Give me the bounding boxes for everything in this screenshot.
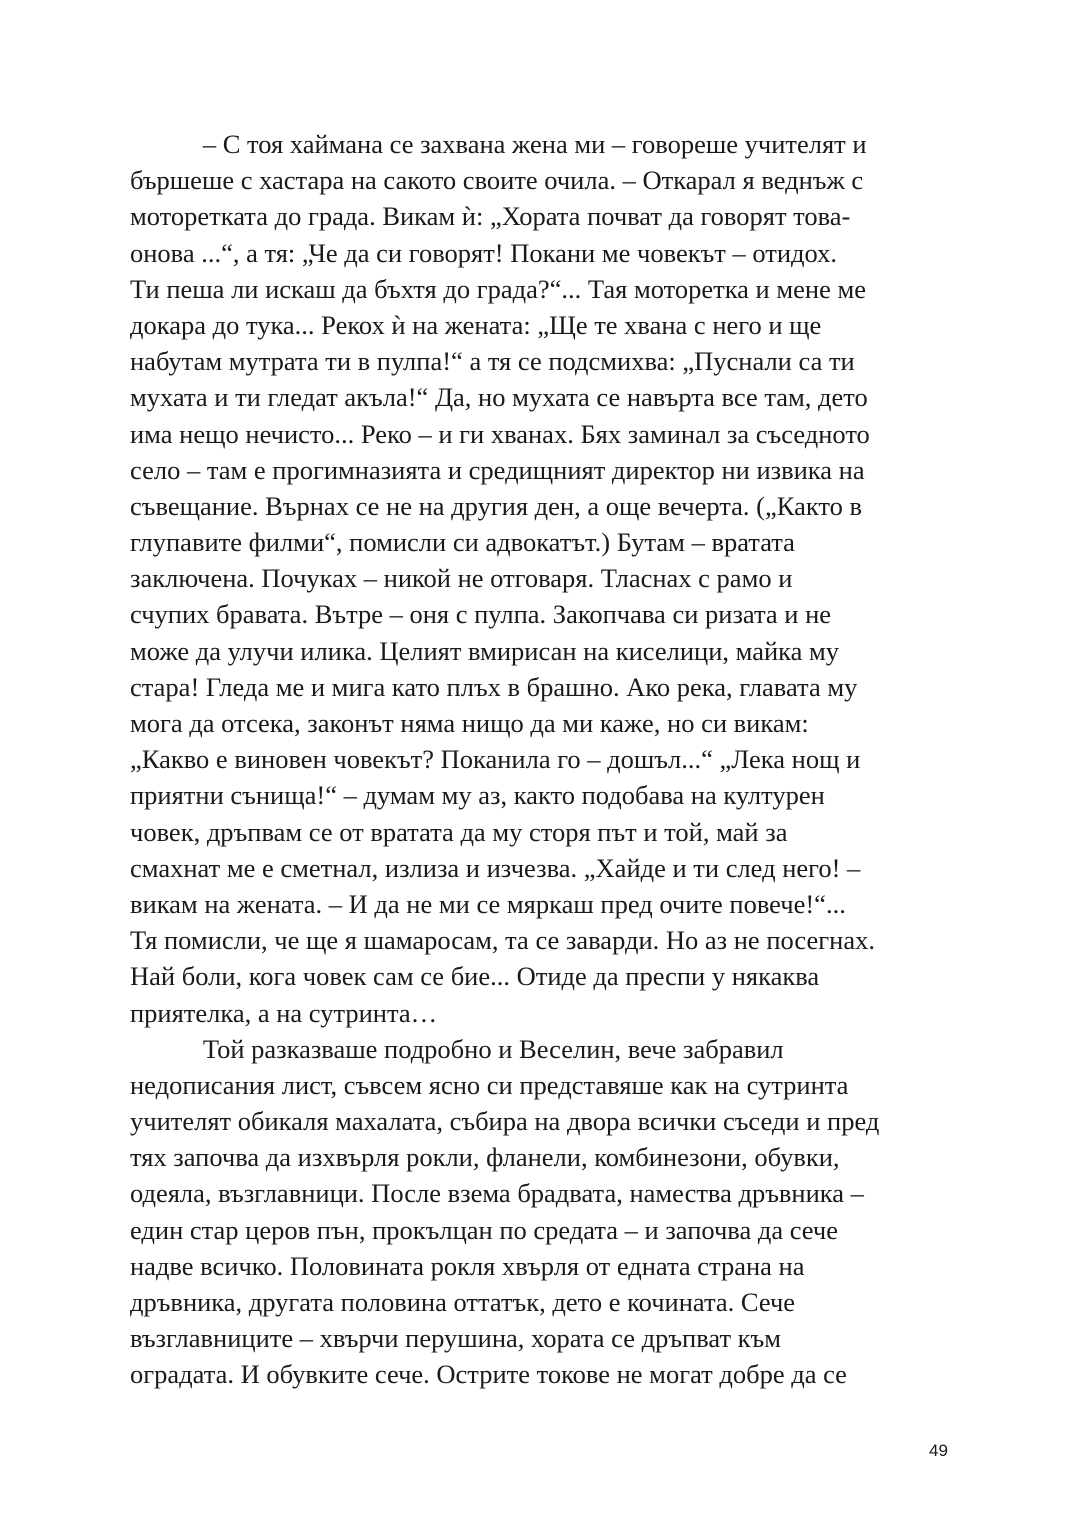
text-line: Тя помисли, че ще я шамаросам, та се заварди. Но аз не посегнах. (130, 925, 875, 956)
text-line: – С тоя хаймана се захвана жена ми – говореше учителят и (130, 129, 867, 159)
text-line: село – там е прогимназията и средищният директор ни извика на (130, 454, 865, 485)
text-line: има нещо нечисто... Реко – и ги хванах. Бях заминал за съседното (130, 418, 870, 449)
text-line: „Какво е виновен човекът? Поканила го – дошъл...“ „Лека нощ и (130, 744, 861, 775)
text-line: бършеше с хастара на сакото своите очила. – Откарал я веднъж с (130, 165, 864, 196)
text-line: заключена. Почуках – никой не отговаря. Тласнах с рамо и (130, 563, 793, 594)
text-line: мухата и ти гледат акъла!“ Да, но мухата се навърта все там, дето (130, 382, 868, 413)
text-line: мога да отсека, законът няма нищо да ми каже, но си викам: (130, 708, 809, 738)
text-line: възглавниците – хвърчи перушина, хората се дръпват към (130, 1323, 782, 1354)
text-line: човек, дръпвам се от вратата да му сторя път и той, май за (130, 816, 788, 847)
text-line: набутам мутрата ти в пулпа!“ а тя се подсмихва: „Пуснали са ти (130, 346, 855, 377)
text-line: глупавите филми“, помисли си адвокатът.) Бутам – вратата (130, 527, 795, 558)
text-line: надве всичко. Половината рокля хвърля от едната страна на (130, 1250, 805, 1281)
text-line: учителят обикаля махалата, събира на двора всички съседи и пред (130, 1106, 880, 1137)
text-line: одеяла, възглавници. После взема брадвата, намества дръвника – (130, 1178, 864, 1209)
text-line: един стар церов пън, прокълцан по средата – и започва да сече (130, 1214, 838, 1245)
text-line: счупих бравата. Вътре – оня с пулпа. Закопчава си ризата и не (130, 599, 832, 630)
page-number: 49 (929, 1441, 948, 1460)
text-line: тях започва да изхвърля рокли, фланели, комбинезони, обувки, (130, 1142, 840, 1173)
text-line: стара! Гледа ме и мига като плъх в брашно. Ако река, главата му (130, 671, 858, 702)
body-text (130, 126, 958, 1393)
text-line: Той разказваше подробно и Веселин, вече забравил (130, 1033, 784, 1064)
text-line: викам на жената. – И да не ми се мяркаш пред очите повече!“... (130, 888, 846, 919)
text-line: смахнат ме е сметнал, излиза и изчезва. „Хайде и ти след него! – (130, 852, 861, 883)
text-line: приятни сънища!“ – думам му аз, както подобава на културен (130, 780, 825, 811)
text-line: оградата. И обувките сече. Острите токове не могат добре да се (130, 1359, 847, 1390)
text-line: Ти пеша ли искаш да бъхтя до града?“... Тая моторетка и мене ме (130, 273, 866, 304)
text-line: онова ...“, а тя: „Че да си говорят! Покани ме човекът – отидох. (130, 237, 837, 268)
text-line: Най боли, кога човек сам се бие... Отиде да преспи у някаква (130, 961, 820, 992)
text-line: недописания лист, съвсем ясно си представяше как на сутринта (130, 1069, 849, 1100)
text-line: докара до тука... Рекох ѝ на жената: „Ще те хвана с него и ще (130, 309, 822, 340)
text-line: приятелка, а на сутринта… (130, 997, 438, 1028)
text-line: моторетката до града. Викам ѝ: „Хората почват да говорят това- (130, 201, 851, 232)
text-line: може да улучи илика. Целият вмирисан на киселици, майка му (130, 635, 840, 666)
text-line: съвещание. Върнах се не на другия ден, а още вечерта. („Както в (130, 490, 862, 521)
text-line: дръвника, другата половина оттатък, дето е кочината. Сече (130, 1287, 796, 1317)
